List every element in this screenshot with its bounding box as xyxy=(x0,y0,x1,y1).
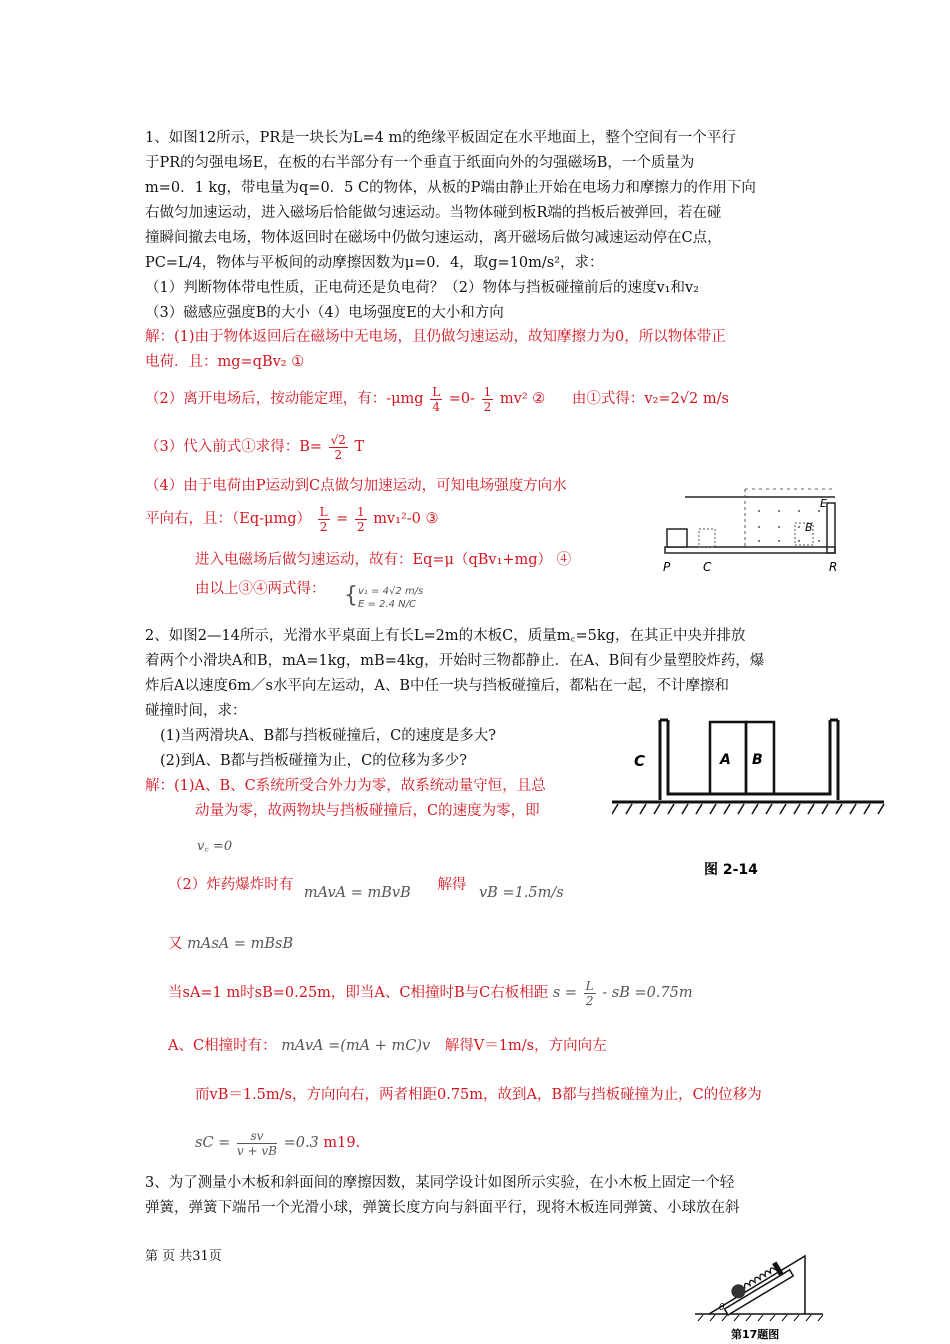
ac-text: A、C相撞时有： xyxy=(168,1038,277,1054)
p3-line: 3、为了测量小木板和斜面间的摩擦因数，某同学设计如图所示实验，在小木板上固定一个轻 xyxy=(145,1175,735,1191)
object-block xyxy=(667,529,687,547)
fraction-sqrt2-over-2: $\frac{√2}{2}$ xyxy=(330,432,346,462)
result-v1: v₁ = 4√2 m/s xyxy=(358,586,424,597)
p2-line: 碰撞时间，求： xyxy=(145,703,247,719)
p2-line: 炸后A以速度6m／s水平向左运动，A、B中任一块与挡板碰撞后，都粘在一起，不计摩擦和 xyxy=(145,678,730,694)
sol4b-text: mv₁²-0 ③ xyxy=(373,511,439,527)
p1-questions: （1）判断物体带电性质，正电荷还是负电荷？（2）物体与挡板碰撞前后的速度v₁和v₂ xyxy=(145,280,699,296)
eq-sc-post: =0.3 xyxy=(283,1135,319,1151)
label-b: B xyxy=(805,521,813,534)
label-e: E xyxy=(820,497,827,510)
sol3-text: （3）代入前式①求得：B= xyxy=(145,439,323,455)
figure-17 xyxy=(695,1250,835,1342)
eq-s-post: - sB =0.75m xyxy=(602,985,693,1001)
p2-line: 着两个小滑块A和B，mA=1kg，mB=4kg，开始时三物都静止．在A、B间有少量塑胶炸药，爆 xyxy=(145,653,765,669)
label-a: A xyxy=(720,752,731,768)
p1-solution-3 xyxy=(145,430,825,464)
eq-momentum: mAvA = mBvB xyxy=(303,885,411,901)
fraction-L-over-2: $\frac{L}{2}$ xyxy=(585,978,594,1008)
eq-s: s = xyxy=(552,985,578,1001)
p1-solution-4a: （4）由于电荷由P运动到C点做匀加速运动，可知电场强度方向水 xyxy=(145,478,567,494)
label-c: C xyxy=(634,752,646,770)
p1-sol1-line: 解：(1)由于物体返回后在磁场中无电场，且仍做匀速运动，故知摩擦力为0，所以物体带正 xyxy=(145,329,726,345)
p2-line: 2、如图2—14所示，光滑水平桌面上有长L=2m的木板C，质量m꜀=5kg，在其正中央并排放 xyxy=(145,628,746,644)
p2-solution-vb: 而vB＝1.5m/s，方向向右，两者相距0.75m，故到A，B都与挡板碰撞为止，C的位移为 xyxy=(195,1087,762,1103)
eq-vb: vB =1.5m/s xyxy=(478,885,564,901)
p1-solution-1 xyxy=(145,325,815,375)
problem1-statement xyxy=(145,126,815,326)
p2-solution-sc xyxy=(195,1126,595,1160)
eq-vc-zero: v꜀ =0 xyxy=(197,839,233,854)
p1-line: m=0．1 kg，带电量为q=0．5 C的物体，从板的P端由静止开始在电场力和摩擦力的作用下向 xyxy=(145,180,756,196)
sol2-result: 由①式得：v₂=2√2 m/s xyxy=(571,391,729,407)
p1-line: 于PR的匀强电场E，在板的右半部分有一个垂直于纸面向外的匀强磁场B，一个质量为 xyxy=(145,155,695,171)
p1-solution-2 xyxy=(145,382,825,416)
sol2-text: （2）炸药爆炸时有 xyxy=(168,877,294,893)
label-c: C xyxy=(703,560,712,574)
eq-ac: mAvA =(mA + mC)v xyxy=(281,1038,431,1054)
eq-sc: sC = xyxy=(195,1135,231,1151)
sol2-text: =0- xyxy=(448,391,476,407)
tail-text: m19. xyxy=(323,1135,361,1151)
fraction-sv: $\frac{sv}{v + vB}$ xyxy=(236,1128,277,1158)
sol2-text: （2）离开电场后，按动能定理，有：-μmg xyxy=(145,391,424,407)
result-e: E = 2.4 N/C xyxy=(358,599,416,610)
theta-label: θ xyxy=(719,1303,725,1313)
p2-question-2: (2)到A、B都与挡板碰撞为止，C的位移为多少? xyxy=(160,753,468,769)
brace: { xyxy=(344,583,358,608)
page-footer: 第 页 共31页 xyxy=(145,1249,222,1264)
sol2-solve: 解得 xyxy=(437,877,467,893)
label-p: P xyxy=(663,560,671,574)
eq-displacement: mAsA = mBsB xyxy=(187,936,294,952)
you-text: 又 xyxy=(168,936,183,952)
p1-result-system xyxy=(340,581,500,611)
p2-solution-1a: 解：(1)A、B、C系统所受合外力为零，故系统动量守恒，且总 xyxy=(145,778,546,794)
fraction-1-over-2: $\frac{1}{2}$ xyxy=(483,384,492,414)
ac-result: 解得V＝1m/s，方向向左 xyxy=(444,1038,607,1054)
label-b: B xyxy=(752,752,763,768)
p1-solution-4b: 平向右，且：（Eq-μmg） $\frac{L}{2}$ = $\frac{1}{2}$ mv₁²-0 ③ xyxy=(145,504,439,534)
plate-pr xyxy=(665,547,835,553)
p1-line: PC=L/4，物体与平板间的动摩擦因数为μ=0．4，取g=10m/s²，求： xyxy=(145,255,604,271)
p1-solution-4c: 进入电磁场后做匀速运动，故有：Eq=μ（qBv₁+mg） ④ xyxy=(195,552,572,568)
p2-solution-2 xyxy=(168,873,688,901)
board-c xyxy=(668,720,830,794)
problem3-statement xyxy=(145,1171,815,1221)
problem2-statement xyxy=(145,624,815,724)
label-r: R xyxy=(829,560,838,574)
sol3-unit: T xyxy=(354,439,365,455)
p2-solution-1b: 动量为零，故两物块与挡板碰撞后，C的速度为零，即 xyxy=(195,803,540,819)
p1-line: 撞瞬间撤去电场，物体返回时在磁场中仍做匀速运动，离开磁场后做匀减速运动停在C点， xyxy=(145,230,722,246)
fig-caption: 第17题图 xyxy=(731,1328,780,1341)
baffle-r xyxy=(827,503,835,553)
p1-line: 1、如图12所示，PR是一块长为L=4 m的绝缘平板固定在水平地面上，整个空间有一个平行 xyxy=(145,130,736,146)
fraction-1-over-2: $\frac{1}{2}$ xyxy=(356,504,365,534)
p3-line: 弹簧，弹簧下端吊一个光滑小球，弹簧长度方向与斜面平行，现将木板连同弹簧、小球放在斜 xyxy=(145,1200,740,1216)
p2-solution-when xyxy=(168,976,808,1010)
figure-12 xyxy=(655,485,855,580)
fig-caption: 图 2-14 xyxy=(704,862,758,878)
p1-questions: （3）磁感应强度B的大小（4）电场强度E的大小和方向 xyxy=(145,305,504,321)
sol4b-text: 平向右，且：（Eq-μmg） xyxy=(145,511,311,527)
fraction-L-over-4: $\frac{L}{4}$ xyxy=(432,384,441,414)
sol2-text: mv² ② xyxy=(499,391,546,407)
when-text: 当sA=1 m时sB=0.25m，即当A、C相撞时B与C右板相距 xyxy=(168,985,549,1001)
p1-sol1-line: 电荷．且：mg=qBv₂ ① xyxy=(145,354,305,370)
p2-question-1: (1)当两滑块A、B都与挡板碰撞后，C的速度是多大? xyxy=(160,728,497,744)
figure-2-14 xyxy=(612,712,887,897)
p1-solution-4d: 由以上③④两式得： xyxy=(195,581,326,597)
p2-solution-you xyxy=(168,932,468,957)
p2-solution-ac xyxy=(168,1034,808,1059)
p1-line: 右做匀加速运动，进入磁场后恰能做匀速运动。当物体碰到板R端的挡板后被弹回，若在碰 xyxy=(145,205,722,221)
fraction-L-over-2: $\frac{L}{2}$ xyxy=(319,504,328,534)
